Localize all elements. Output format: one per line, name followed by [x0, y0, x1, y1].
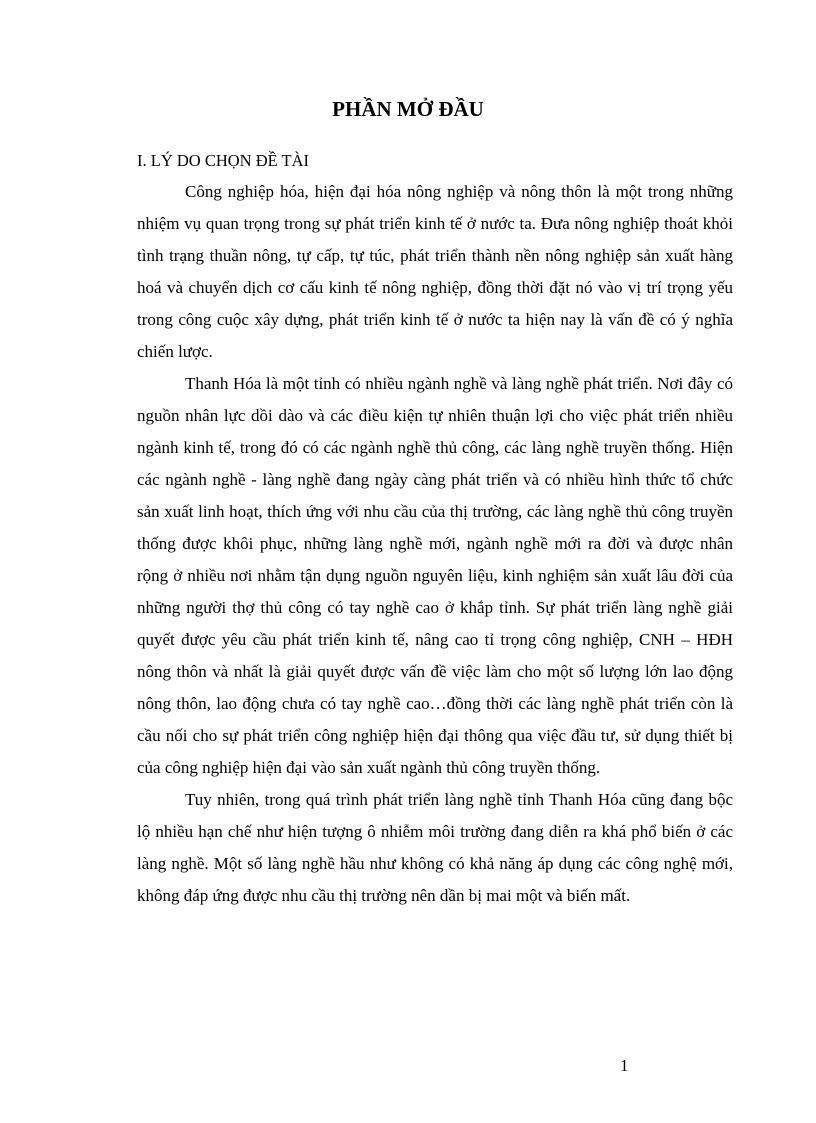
- paragraph-2: Thanh Hóa là một tỉnh có nhiều ngành nghề và làng nghề phát triển. Nơi đây có nguồn nhân lực dồi dào và các điều kiện tự nhiên thuận lợi cho việc phát triển nhiều ngành kinh tế, trong đó có các ngành nghề thủ công, các làng nghề truyền thống. Hiện các ngành nghề - làng nghề đang ngày càng phát triển và có nhiều hình thức tổ chức sản xuất linh hoạt, thích ứng với nhu cầu của thị trường, các làng nghề thủ công truyền thống được khôi phục, những làng nghề mới, ngành nghề mới ra đời và được nhân rộng ở nhiều nơi nhằm tận dụng nguồn nguyên liệu, kinh nghiệm sản xuất lâu đời của những người thợ thủ công có tay nghề cao ở khắp tỉnh. Sự phát triển làng nghề giải quyết được yêu cầu phát triển kinh tế, nâng cao tỉ trọng công nghiệp, CNH – HĐH nông thôn và nhất là giải quyết được vấn đề việc làm cho một số lượng lớn lao động nông thôn, lao động chưa có tay nghề cao…đồng thời các làng nghề phát triển còn là cầu nối cho sự phát triển công nghiệp hiện đại thông qua việc đầu tư, sử dụng thiết bị của công nghiệp hiện đại vào sản xuất ngành thủ công truyền thống.: [137, 374, 733, 777]
- paragraph-3: Tuy nhiên, trong quá trình phát triển làng nghề tỉnh Thanh Hóa cũng đang bộc lộ nhiều hạn chế như hiện tượng ô nhiễm môi trường đang diễn ra khá phổ biến ở các làng nghề. Một số làng nghề hầu như không có khả năng áp dụng các công nghệ mới, không đáp ứng được nhu cầu thị trường nên dần bị mai một và biến mất.: [137, 790, 733, 905]
- paragraph-1: Công nghiệp hóa, hiện đại hóa nông nghiệp và nông thôn là một trong những nhiệm vụ quan trọng trong sự phát triển kinh tế ở nước ta. Đưa nông nghiệp thoát khỏi tình trạng thuần nông, tự cấp, tự túc, phát triển thành nền nông nghiệp sản xuất hàng hoá và chuyển dịch cơ cấu kinh tế nông nghiệp, đồng thời đặt nó vào vị trí trọng yếu trong công cuộc xây dựng, phát triển kinh tế ở nước ta hiện nay là vấn đề có ý nghĩa chiến lược.: [137, 182, 733, 361]
- page-number: 1: [620, 1056, 629, 1075]
- body-text: [137, 176, 733, 912]
- page-title: PHẦN MỞ ĐẦU: [332, 97, 484, 121]
- section-heading: I. LÝ DO CHỌN ĐỀ TÀI: [137, 151, 310, 170]
